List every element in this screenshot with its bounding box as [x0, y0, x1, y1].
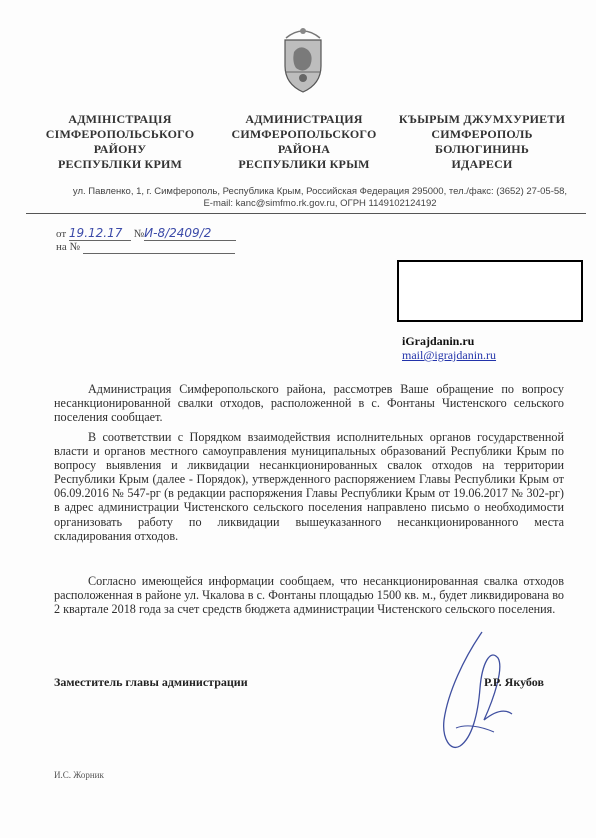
header-ukr-line: СІМФЕРОПОЛЬСЬКОГО [45, 127, 195, 141]
executor-name: И.С. Жорник [54, 770, 104, 780]
header-ukr-line: РАЙОНУ [93, 142, 147, 156]
header-rus-line: СИМФЕРОПОЛЬСКОГО [231, 127, 377, 141]
paragraph-text: Администрация Симферопольского района, рассмотрев Ваше обращение по вопросу несанкционированной свалки отходов, расположенной в с. Фонтаны Чистенского сельского поселения сообщает. [54, 382, 564, 425]
date-field [69, 226, 131, 241]
header-ukr-line: РЕСПУБЛІКИ КРИМ [57, 157, 183, 171]
header-rus-line: РЕСПУБЛИКИ КРЫМ [238, 157, 370, 171]
signatory-name: Р.Р. Якубов [484, 675, 544, 689]
header-russian [214, 112, 394, 172]
body-paragraph [54, 382, 564, 424]
from-label: от [56, 228, 67, 240]
recipient-email-link[interactable]: mail@igrajdanin.ru [402, 348, 497, 362]
number-field [144, 226, 236, 241]
incoming-reference [56, 241, 235, 254]
crimea-coat-of-arms-icon [280, 22, 326, 96]
body-paragraph [54, 430, 564, 543]
handwritten-date: 19.12.17 [68, 226, 123, 240]
header-rus-line: РАЙОНА [277, 142, 331, 156]
header-crimean-tatar [392, 112, 572, 172]
address-line: ул. Павленко, 1, г. Симферополь, Республика Крым, Российская Федерация 295000, тел./факс: (3652) 27-05-58, [72, 186, 568, 197]
header-crh-line: ИДАРЕСИ [451, 157, 513, 171]
signatory-position: Заместитель главы администрации [54, 675, 248, 689]
contact-line: E-mail: kanc@simfmo.rk.gov.ru, ОГРН 1149102124192 [203, 198, 437, 209]
redacted-addressee-box [397, 260, 583, 322]
outgoing-reference [56, 226, 236, 241]
header-ukrainian [30, 112, 210, 172]
header-crh-line: СИМФЕРОПОЛЬ [431, 127, 533, 141]
recipient-name: iGrajdanin.ru [402, 334, 475, 348]
header-rus-line: АДМИНИСТРАЦИЯ [245, 112, 363, 126]
header-ukr-line: АДМІНІСТРАЦІЯ [68, 112, 172, 126]
header-divider [26, 213, 586, 214]
on-number-label: на № [56, 241, 81, 253]
paragraph-text: Согласно имеющейся информации сообщаем, что несанкционированная свалка отходов расположенная в районе ул. Чкалова в с. Фонтаны площадью 1500 кв. м., будет ликвидирована во 2 квартале 2018 года за счет средств бюджета администрации Чистенского сельского поселения. [54, 574, 564, 617]
number-label: № [133, 228, 145, 240]
body-paragraph [54, 574, 564, 616]
header-crh-line: БОЛЮГИНИНЬ [435, 142, 529, 156]
paragraph-text: В соответствии с Порядком взаимодействия исполнительных органов государственной власти и органов местного самоуправления муниципальных образований Республики Крым по вопросу выявления и ликвидации несанкционированных свалок отходов на территории Республики Крым (далее - Порядок), утвержденного распоряжением Главы Республики Крым от 06.09.2016 № 547-рг (в редакции распоряжения Главы Республики Крым от 19.06.2017 № 302-рг) в адрес администрации Чистенского сельского поселения направлено письмо о необходимости организовать работу по ликвидации вышеуказанного несанкционированного места складирования отходов. [54, 430, 564, 543]
handwritten-signature-icon [434, 628, 524, 756]
incoming-number-field [83, 241, 235, 254]
handwritten-number: И-8/2409/2 [144, 226, 212, 240]
header-crh-line: КЪЫРЫМ ДЖУМХУРИЕТИ [398, 112, 566, 126]
